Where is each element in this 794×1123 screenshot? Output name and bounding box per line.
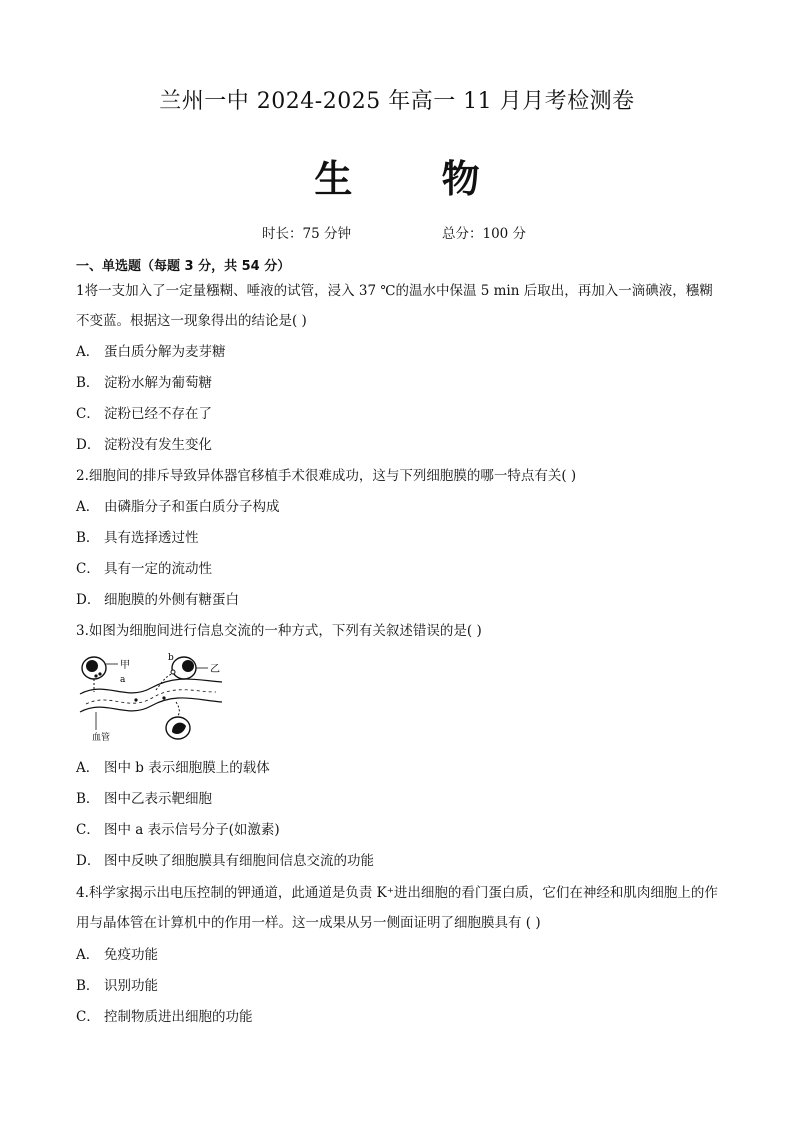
option-text: 淀粉水解为葡萄糖 (104, 375, 212, 391)
option-letter: B． (76, 978, 100, 994)
option-letter: D． (76, 437, 101, 453)
option-text: 淀粉没有发生变化 (104, 437, 212, 453)
question-4-option-c (76, 1007, 253, 1027)
option-text: 具有一定的流动性 (104, 561, 212, 577)
option-text: 细胞膜的外侧有糖蛋白 (104, 592, 239, 608)
question-2-option-b (76, 528, 199, 548)
question-1-option-c (76, 404, 212, 424)
vessel-lower-wall (80, 698, 222, 712)
cell-jia-nucleus (86, 660, 98, 672)
question-2-option-d (76, 590, 239, 610)
exam-title: 兰州一中 2024-2025 年高一 11 月月考检测卷 (159, 89, 635, 114)
option-letter: C． (76, 406, 100, 422)
option-letter: A． (76, 947, 100, 963)
option-text: 图中乙表示靶细胞 (104, 791, 212, 807)
exam-total-score: 总分：100 分 (442, 226, 527, 242)
question-3-option-a (76, 758, 270, 778)
signal-molecule (94, 674, 97, 677)
question-4-option-a (76, 945, 158, 965)
label-b: b (168, 653, 174, 663)
question-3-option-b (76, 789, 212, 809)
option-text: 控制物质进出细胞的功能 (104, 1009, 253, 1025)
option-letter: C． (76, 822, 100, 838)
option-letter: D． (76, 592, 101, 608)
option-letter: A． (76, 344, 100, 360)
question-1-option-a (76, 342, 226, 362)
signal-molecule (98, 672, 101, 675)
question-1-stem: 1将一支加入了一定量糨糊、唾液的试管，浸入 37 ℃的温水中保温 5 min 后取出，再加入一滴碘液，糨糊不变蓝。根据这一现象得出的结论是( ) (76, 283, 713, 329)
question-2-option-c (76, 559, 212, 579)
question-3-option-d (76, 851, 374, 871)
option-text: 识别功能 (104, 978, 158, 994)
signal-molecule (134, 698, 137, 701)
option-letter: B． (76, 791, 100, 807)
question-1-option-b (76, 373, 212, 393)
vessel-upper-wall (80, 679, 222, 694)
label-yi: 乙 (210, 664, 220, 675)
option-text: 图中反映了细胞膜具有细胞间信息交流的功能 (104, 853, 374, 869)
transport-path-lower (176, 702, 179, 716)
signal-molecule (162, 696, 165, 699)
option-letter: C． (76, 1009, 100, 1025)
option-text: 具有选择透过性 (104, 530, 199, 546)
receptor-b (171, 670, 175, 674)
option-text: 图中 b 表示细胞膜上的载体 (104, 760, 270, 776)
cell-signaling-figure (76, 652, 226, 742)
option-letter: A． (76, 760, 100, 776)
label-vessel: 血管 (92, 733, 111, 742)
question-2-stem: 2.细胞间的排斥导致异体器官移植手术很难成功，这与下列细胞膜的哪一特点有关( ) (76, 468, 577, 484)
question-3-stem: 3.如图为细胞间进行信息交流的一种方式，下列有关叙述错误的是( ) (76, 623, 482, 639)
option-letter: B． (76, 375, 100, 391)
exam-duration: 时长：75 分钟 (262, 226, 351, 242)
option-text: 蛋白质分解为麦芽糖 (104, 344, 226, 360)
option-text: 由磷脂分子和蛋白质分子构成 (104, 499, 280, 515)
label-a: a (120, 675, 126, 685)
subject-title: 生 物 (314, 157, 518, 201)
vessel-flow-line (86, 690, 216, 704)
option-letter: C． (76, 561, 100, 577)
cell-yi-nucleus (182, 660, 194, 672)
option-text: 免疫功能 (104, 947, 158, 963)
question-4-option-b (76, 976, 158, 996)
option-text: 图中 a 表示信号分子(如激素) (104, 822, 280, 838)
question-4-stem: 4.科学家揭示出电压控制的钾通道，此通道是负责 K⁺进出细胞的看门蛋白质，它们在神经和肌肉细胞上的作用与晶体管在计算机中的作用一样。这一成果从另一侧面证明了细胞膜具有 ( ) (76, 885, 718, 931)
option-letter: A． (76, 499, 100, 515)
question-1-option-d (76, 435, 212, 455)
question-2-option-a (76, 497, 280, 517)
option-text: 淀粉已经不存在了 (104, 406, 212, 422)
question-3-option-c (76, 820, 280, 840)
section-heading: 一、单选题（每题 3 分，共 54 分） (76, 259, 291, 274)
option-letter: D． (76, 853, 101, 869)
option-letter: B． (76, 530, 100, 546)
label-jia: 甲 (120, 660, 130, 671)
